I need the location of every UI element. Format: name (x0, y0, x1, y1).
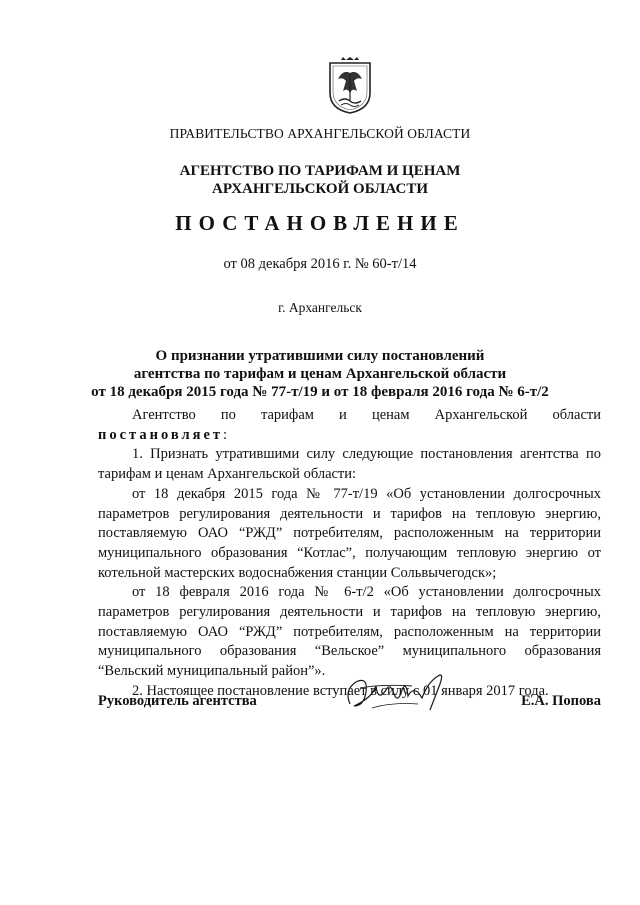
document-body (98, 406, 601, 702)
agency-name-line1: АГЕНТСТВО ПО ТАРИФАМ И ЦЕНАМ (179, 163, 461, 179)
title-line2: агентства по тарифам и ценам Архангельской области (133, 366, 507, 382)
item-1-b: от 18 февраля 2016 года № 6-т/2 «Об установлении долгосрочных параметров регулирования деятельности и тарифов на тепловую энергию, поставляемую ОАО “РЖД” потребителям, расположенным на территории муниципального образования “Вельское” муниципального образования “Вельский муниципальный район”». (98, 584, 601, 680)
agency-name (0, 162, 640, 198)
document-title (0, 347, 640, 401)
item-1-a: от 18 декабря 2015 года № 77-т/19 «Об установлении долгосрочных параметров регулирования деятельности и тарифов на тепловую энергию, поставляемую ОАО “РЖД” потребителям, расположенным на территории муниципального образования “Котлас”, получающим тепловую энергию от котельной мастерских водоснабжения станции Сольвычегодск»; (98, 485, 601, 581)
signature-block (98, 690, 601, 720)
agency-name-line2: АРХАНГЕЛЬСКОЙ ОБЛАСТИ (212, 181, 428, 197)
intro-paragraph (98, 406, 601, 445)
handwritten-signature (342, 668, 452, 716)
document-date-number: от 08 декабря 2016 г. № 60-т/14 (223, 256, 417, 272)
title-line3: от 18 декабря 2015 года № 77-т/19 и от 18 февраля 2016 года № 6-т/2 (91, 384, 549, 400)
signatory-name: Е.А. Попова (521, 693, 601, 709)
coat-of-arms-icon (327, 57, 373, 115)
intro-verb: постановляет (98, 426, 224, 443)
document-city: г. Архангельск (278, 300, 362, 315)
intro-colon: : (223, 426, 228, 443)
government-name: ПРАВИТЕЛЬСТВО АРХАНГЕЛЬСКОЙ ОБЛАСТИ (169, 126, 471, 141)
item-1: 1. Признать утратившими силу следующие постановления агентства по тарифам и ценам Архангельской области: (98, 446, 601, 483)
item-2: 2. Настоящее постановление вступает в силу с 01 января 2017 года. (132, 682, 549, 699)
document-type: ПОСТАНОВЛЕНИЕ (175, 211, 465, 235)
signatory-title: Руководитель агентства (98, 693, 257, 709)
title-line1: О признании утратившими силу постановлений (155, 348, 485, 364)
intro-text: Агентство по тарифам и ценам Архангельской области (132, 407, 601, 423)
